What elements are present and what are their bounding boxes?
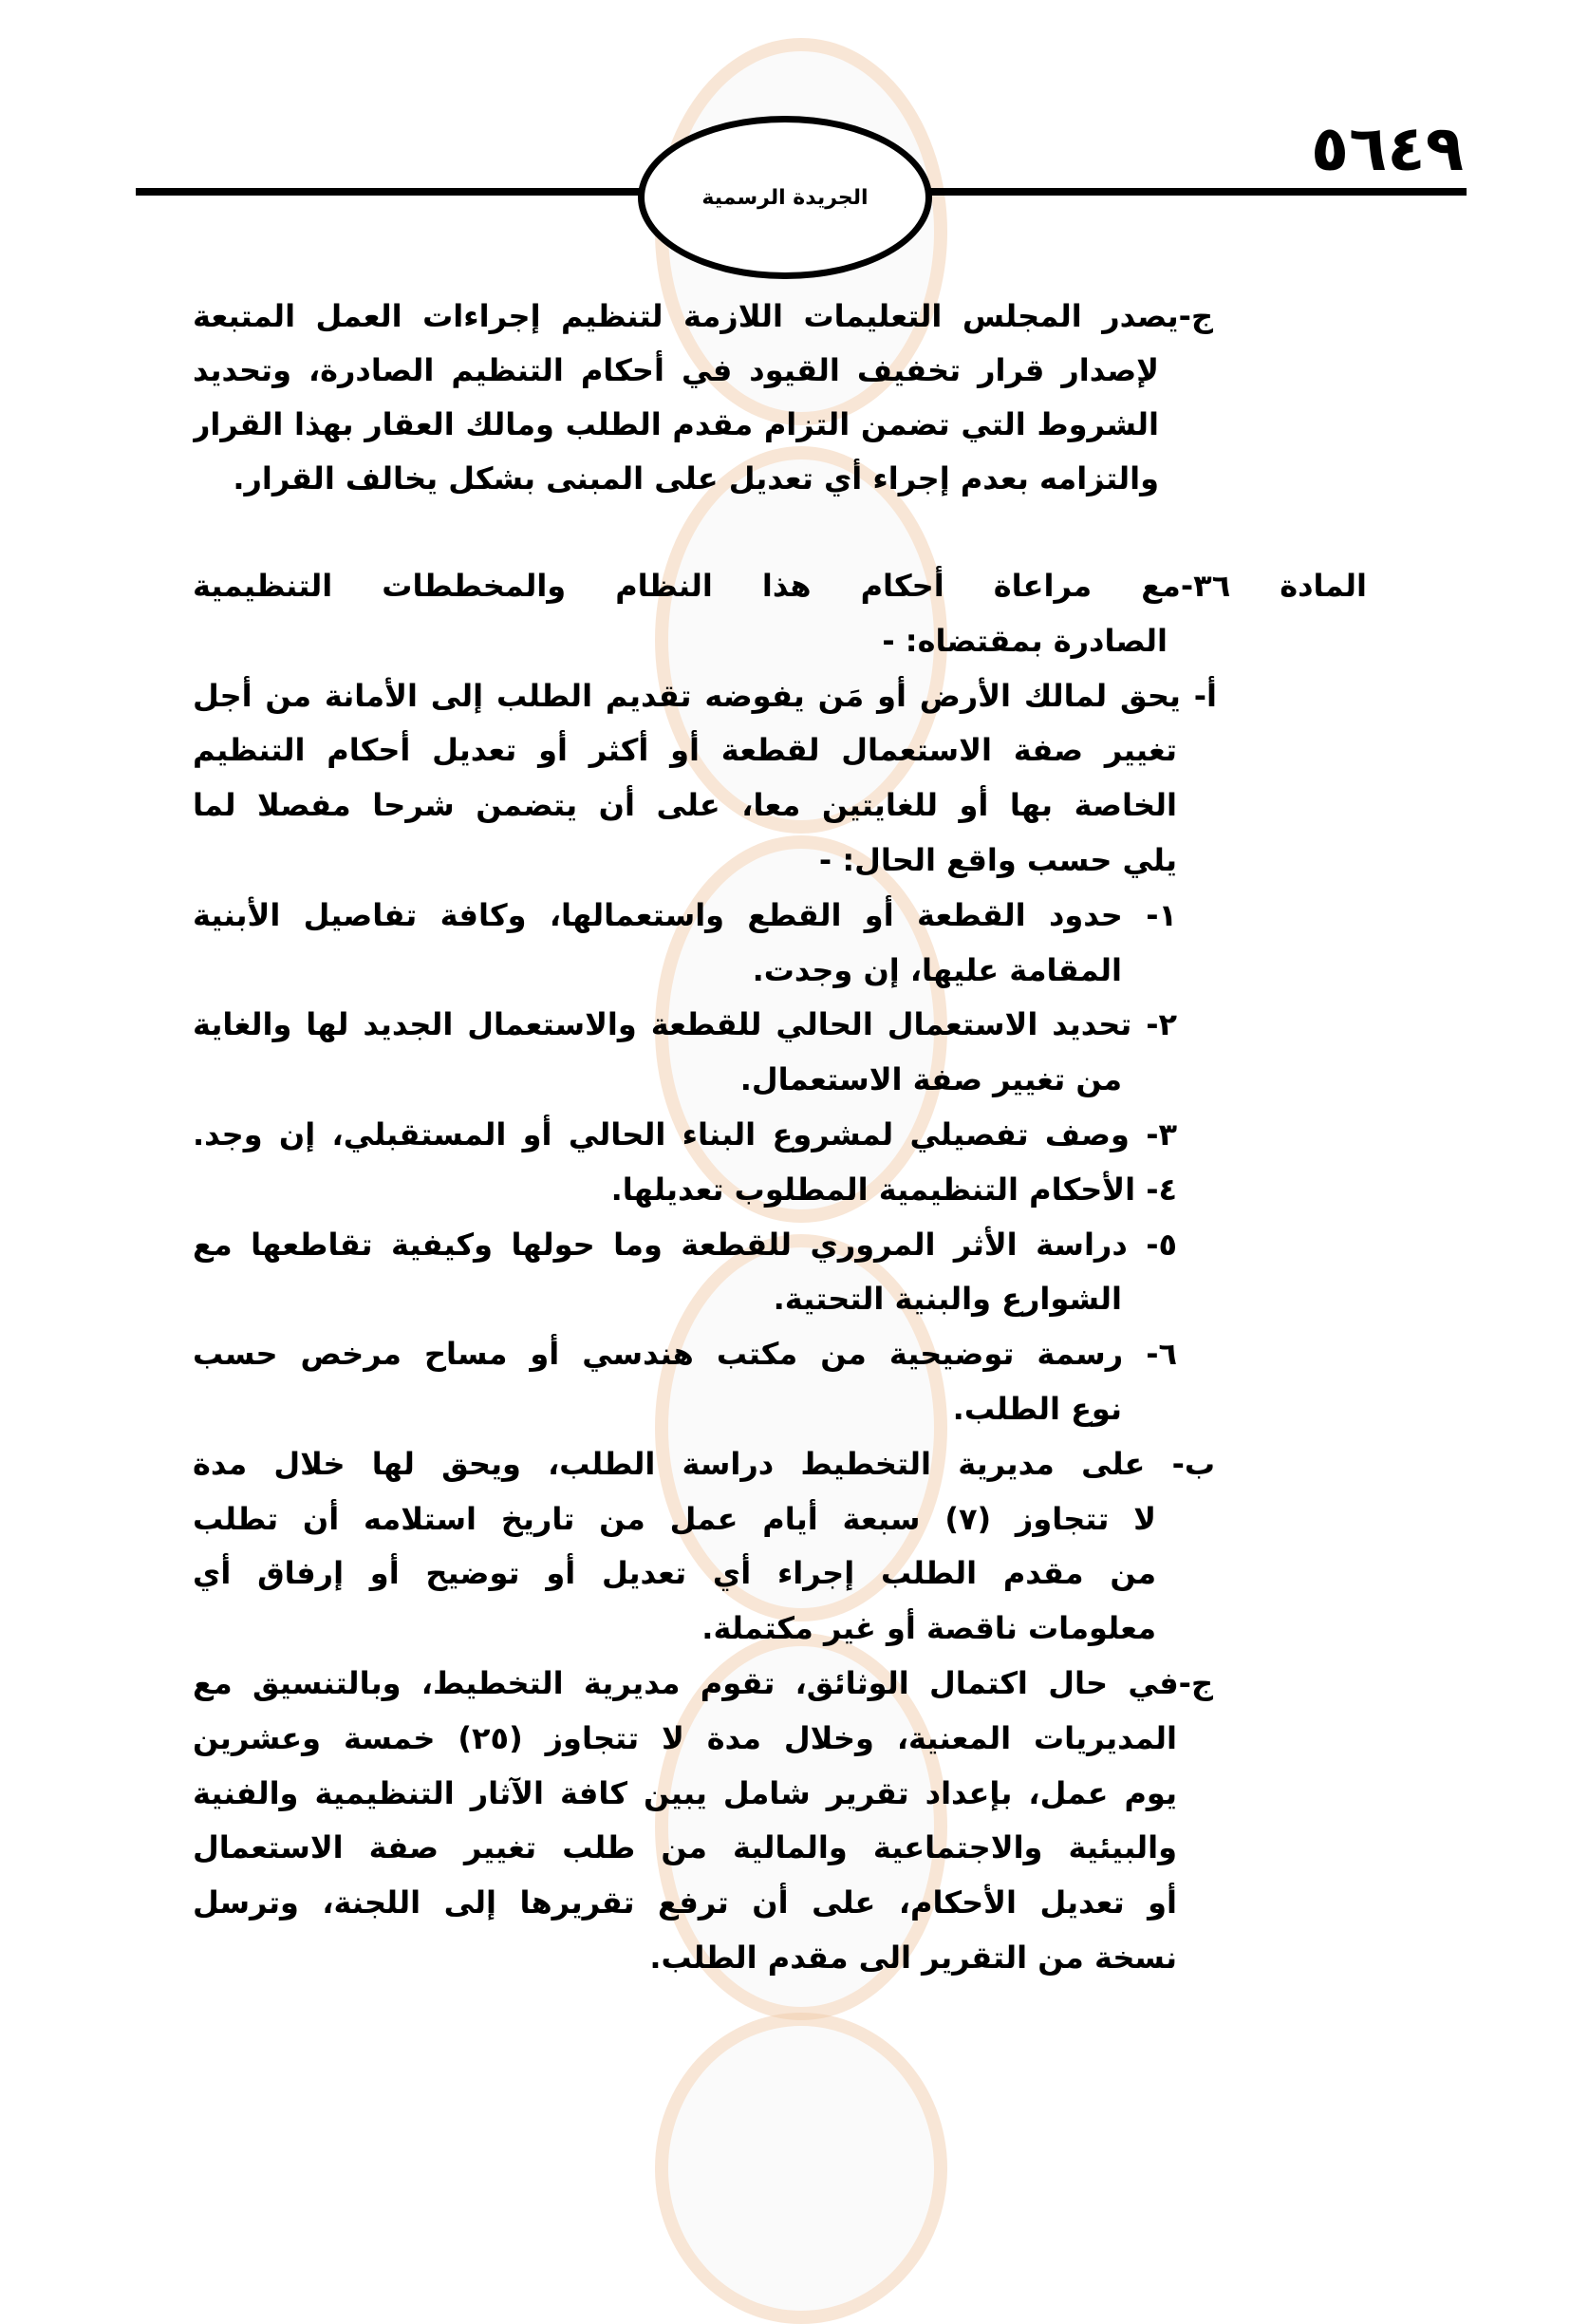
gazette-title-badge [638,116,932,279]
text-line: ٣- وصف تفصيلي لمشروع البناء الحالي أو المستقبلي، إن وجد. [193,1116,1177,1153]
page-number: ٥٦٤٩ [1310,112,1464,185]
text-line: نسخة من التقرير الى مقدم الطلب. [649,1940,1177,1976]
text-line: الخاصة بها أو للغايتين معا، على أن يتضمن شرحا مفصلا لما [193,787,1177,823]
text-line: المقامة عليها، إن وجدت. [752,952,1122,988]
text-line: تغيير صفة الاستعمال لقطعة أو أكثر أو تعديل أحكام التنظيم [193,732,1177,768]
text-line: لا تتجاوز (٧) سبعة أيام عمل من تاريخ استلامه أن تطلب [193,1501,1156,1537]
watermark-clock-icon [655,2013,947,2324]
text-line: معلومات ناقصة أو غير مكتملة. [701,1610,1156,1646]
text-line: أو تعديل الأحكام، على أن ترفع تقريرها إلى اللجنة، وترسل [193,1884,1177,1921]
text-line: يلي حسب واقع الحال: - [818,842,1177,878]
text-line: والتزامه بعدم إجراء أي تعديل على المبنى بشكل يخالف القرار. [233,460,1159,497]
gazette-title: الجريدة الرسمية [701,185,869,210]
text-line: من تغيير صفة الاستعمال. [739,1061,1122,1097]
text-line: ٥- دراسة الأثر المروري للقطعة وما حولها وكيفية تقاطعها مع [193,1227,1177,1263]
text-line: نوع الطلب. [952,1391,1122,1427]
text-line: يوم عمل، بإعداد تقرير شامل يبين كافة الآثار التنظيمية والفنية [193,1775,1177,1811]
text-line: لإصدار قرار تخفيف القيود في أحكام التنظيم الصادرة، وتحديد [193,352,1159,388]
text-line: الشروط التي تضمن التزام مقدم الطلب ومالك العقار بهذا القرار [193,406,1159,442]
text-line: ٤- الأحكام التنظيمية المطلوب تعديلها. [610,1171,1177,1208]
text-line: ٢- تحديد الاستعمال الحالي للقطعة والاستعمال الجديد لها والغاية [193,1006,1177,1042]
text-line: الصادرة بمقتضاه: - [882,623,1168,659]
text-line: أ- يحق لمالك الأرض أو مَن يفوضه تقديم الطلب إلى الأمانة من أجل [193,678,1217,714]
text-line: من مقدم الطلب إجراء أي تعديل أو توضيح أو إرفاق أي [193,1555,1156,1591]
text-line: ٦- رسمة توضيحية من مكتب هندسي أو مساح مرخص حسب [193,1336,1177,1372]
text-line: ب- على مديرية التخطيط دراسة الطلب، ويحق لها خلال مدة [193,1446,1215,1482]
text-line: الشوارع والبنية التحتية. [773,1281,1122,1317]
text-line: والبيئية والاجتماعية والمالية من طلب تغيير صفة الاستعمال [193,1829,1177,1865]
text-line: المديريات المعنية، وخلال مدة لا تتجاوز (٢٥) خمسة وعشرين [193,1720,1177,1756]
text-line: ج-يصدر المجلس التعليمات اللازمة لتنظيم إجراءات العمل المتبعة [193,298,1213,334]
text-line: ١- حدود القطعة أو القطع واستعمالها، وكافة تفاصيل الأبنية [193,897,1177,933]
text-line: ج-في حال اكتمال الوثائق، تقوم مديرية التخطيط، وبالتنسيق مع [193,1665,1213,1701]
text-line: المادة ٣٦-مع مراعاة أحكام هذا النظام والمخططات التنظيمية [193,568,1367,604]
